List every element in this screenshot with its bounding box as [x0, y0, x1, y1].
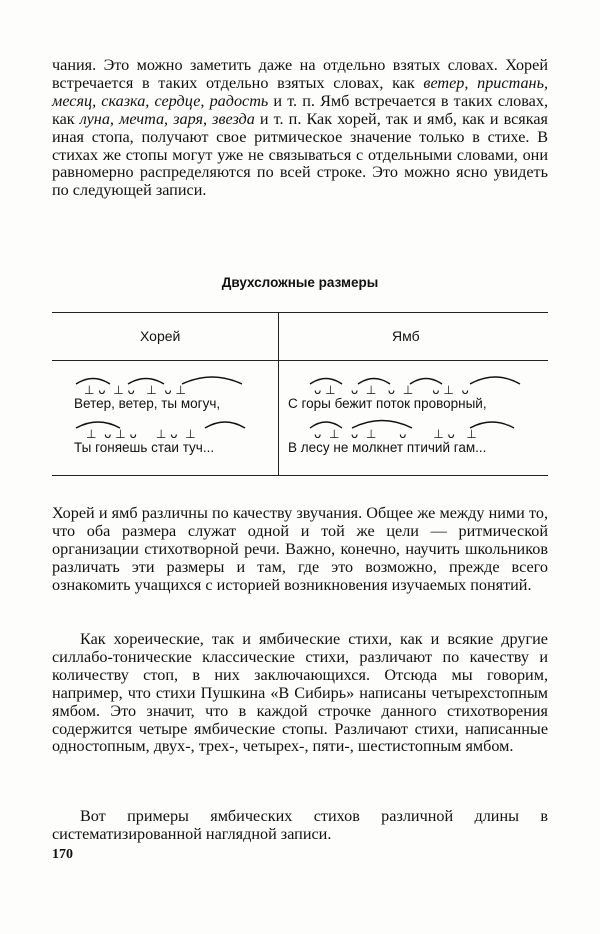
stress-marks-yamb-2: ᴗ ⊥ ᴗ ⊥ ᴗ ⊥ ᴗ ⊥ [314, 427, 477, 441]
verse-yamb-1: С горы бежит поток проворный, [288, 396, 487, 411]
example-khorei-words: ветер, пристань, месяц, сказка, сердце, радость [52, 73, 549, 110]
verse-khorei-1: Ветер, ветер, ты могуч, [74, 396, 221, 411]
column-header-khorei: Хорей [140, 328, 181, 344]
example-yamb-words: луна, мечта, заря, звезда [79, 109, 255, 128]
stress-marks-khorei-1: ⊥ ᴗ ⊥ ᴗ ⊥ ᴗ ⊥ [84, 383, 186, 397]
paragraph-syllabo-tonic: Как хореические, так и ямбические стихи, как и всякие другие силлабо-тонические классические стихи, различают по качеству и количеству стоп, в них заключающихся. Отсюда мы говорим, например, что стихи Пушкина «В Сибирь» написаны четырехстопным ямбом. Это значит, что в каждой строчке данного стихотворения содержится четыре ямбические стопы. Различают стихи, написанные одностопным, двух-, трех-, четырех-, пяти-, шестистопным ямбом. [52, 630, 548, 756]
stress-marks-khorei-2: ⊥ ᴗ ⊥ ᴗ ⊥ ᴗ ⊥ [86, 427, 196, 441]
paragraph-examples-intro: Вот примеры ямбических стихов различной длины в систематизированной наглядной записи. [52, 807, 548, 843]
verse-khorei-2: Ты гоняешь стаи туч... [74, 440, 215, 455]
verse-yamb-2: В лесу не молкнет птичий гам... [288, 440, 487, 455]
stress-marks-yamb-1: ᴗ ⊥ ᴗ ⊥ ᴗ ⊥ ᴗ ⊥ ᴗ [314, 383, 469, 397]
table-title: Двухсложные размеры [221, 275, 379, 290]
paragraph-intro: чания. Это можно заметить даже на отдельно взятых словах. Хорей встречается в таких отдельно взятых словах, как ветер, пристань, месяц, сказка, сердце, радость и т. п. Ямб встречается в таких словах, как луна, мечта, заря, звезда и т. п. Как хорей, так и ямб, как и всякая иная стопа, получают свое ритмическое значение только в стихе. В стихах же стопы могут уже не связываться с отдельными словами, они равномерно распределяются по всей строке. Это можно ясно увидеть по следующей записи. [52, 56, 549, 200]
page-number: 170 [52, 847, 73, 862]
paragraph-comparison: Хорей и ямб различны по качеству звучания. Общее же между ними то, что оба размера служат одной и той же цели — ритмической организации стихотворной речи. Важно, конечно, научить школьников различать эти размеры и там, где это возможно, прежде всего ознакомить учащихся с историей возникновения изучаемых понятий. [52, 504, 548, 594]
column-header-yamb: Ямб [392, 328, 420, 344]
